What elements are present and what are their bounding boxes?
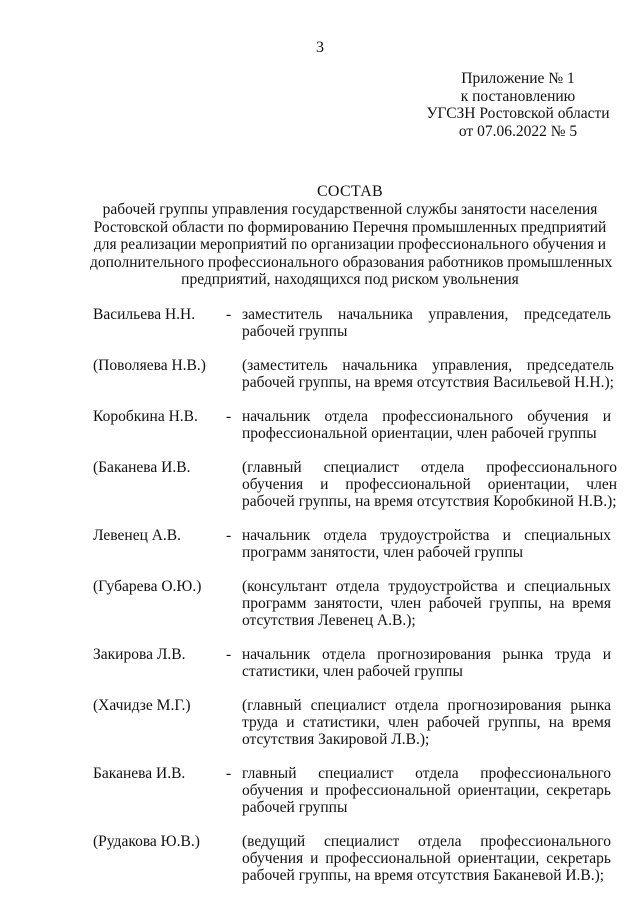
member-role xyxy=(242,527,611,561)
member-name: Васильева Н.Н. xyxy=(93,306,196,323)
subtitle-line: для реализации мероприятий по организации профессионального обучения и xyxy=(93,236,607,253)
member-role-line: главный специалист отдела профессионального xyxy=(242,765,611,782)
member-role-line: рабочей группы xyxy=(242,323,348,340)
member-role xyxy=(242,306,611,340)
appendix-line: УГСЗН Ростовской области xyxy=(426,105,610,122)
member-name: (Губарева О.Ю.) xyxy=(93,578,202,595)
member-role xyxy=(242,459,617,510)
member-role-line: начальник отдела трудоустройства и специальных xyxy=(242,527,611,544)
member-row xyxy=(93,578,611,629)
member-name: Закирова Л.В. xyxy=(93,646,186,663)
member-role-line: начальник отдела профессионального обучения и xyxy=(242,408,611,425)
member-name: Баканева И.В. xyxy=(93,765,186,782)
member-row xyxy=(93,459,617,510)
title-block xyxy=(90,183,613,289)
member-role-line: труда и статистики, член рабочей группы, на время xyxy=(242,714,611,731)
member-role xyxy=(242,408,611,442)
member-role-line: программ занятости, член рабочей группы, на время xyxy=(242,595,611,612)
appendix-line: Приложение № 1 xyxy=(461,70,575,87)
member-name: (Баканева И.В. xyxy=(93,459,191,476)
member-role-line: начальник отдела прогнозирования рынка труда и xyxy=(242,646,611,663)
appendix-line: к постановлению xyxy=(460,87,576,105)
member-role-line: статистики, член рабочей группы xyxy=(242,663,463,680)
member-role-line: заместитель начальника управления, председатель xyxy=(242,306,611,323)
member-row xyxy=(93,357,614,391)
member-role-line: отсутствия Закировой Л.В.); xyxy=(242,731,430,748)
member-role xyxy=(242,578,611,629)
appendix-block xyxy=(410,70,626,140)
member-role-line: рабочей группы, на время отсутствия Коробкиной Н.В.); xyxy=(242,493,617,510)
appendix-line: от 07.06.2022 № 5 xyxy=(458,122,578,140)
member-role-line: отсутствия Левенец А.В.); xyxy=(242,612,416,629)
member-role-line: обучения и профессиональной ориентации, секретарь xyxy=(242,782,611,799)
member-name: (Рудакова Ю.В.) xyxy=(93,833,200,850)
member-role-line: рабочей группы, на время отсутствия Васильевой Н.Н.); xyxy=(242,374,614,391)
member-name: Левенец А.В. xyxy=(93,527,182,544)
member-role-line: профессиональной ориентации, член рабочей группы xyxy=(242,425,597,442)
member-row xyxy=(93,833,611,884)
member-dash: - xyxy=(226,646,232,663)
member-role-line: обучения и профессиональной ориентации, член xyxy=(242,476,617,493)
member-dash: - xyxy=(226,527,232,544)
member-dash: - xyxy=(226,408,232,425)
member-role xyxy=(242,357,614,391)
member-dash: - xyxy=(226,765,232,782)
member-row xyxy=(93,408,611,442)
member-dash: - xyxy=(226,306,232,323)
member-role-line: (консультант отдела трудоустройства и специальных xyxy=(242,578,611,595)
subtitle-line: рабочей группы управления государственной службы занятости населения xyxy=(102,201,598,218)
member-row xyxy=(93,646,611,680)
member-role xyxy=(242,833,611,884)
member-row xyxy=(93,697,611,748)
page-number: 3 xyxy=(316,39,324,56)
member-role-line: (главный специалист отдела профессионального xyxy=(242,459,617,476)
member-role-line: рабочей группы xyxy=(242,799,348,816)
member-role-line: (главный специалист отдела прогнозирования рынка xyxy=(242,697,611,714)
members-list xyxy=(93,306,617,884)
member-role-line: программ занятости, член рабочей группы xyxy=(242,544,524,561)
subtitle-line: Ростовской области по формированию Перечня промышленных предприятий xyxy=(93,218,607,236)
subtitle-line: дополнительного профессионального образования работников промышленных xyxy=(90,253,613,271)
member-name: (Поволяева Н.В.) xyxy=(93,357,206,374)
member-row xyxy=(93,306,611,340)
document-title: СОСТАВ xyxy=(316,183,384,200)
member-role-line: (ведущий специалист отдела профессионального xyxy=(242,833,611,850)
member-name: Коробкина Н.В. xyxy=(93,408,198,425)
member-role xyxy=(242,697,611,748)
subtitle-line: предприятий, находящихся под риском увольнения xyxy=(181,271,519,288)
member-name: (Хачидзе М.Г.) xyxy=(93,697,191,714)
member-role-line: рабочей группы, на время отсутствия Баканевой И.В.); xyxy=(242,867,605,884)
member-row xyxy=(93,765,611,816)
member-row xyxy=(93,527,611,561)
member-role-line: (заместитель начальника управления, председатель xyxy=(242,357,614,374)
member-role-line: обучения и профессиональной ориентации, секретарь xyxy=(242,850,611,867)
document-subtitle xyxy=(90,201,613,289)
member-role xyxy=(242,646,611,680)
member-role xyxy=(242,765,611,816)
